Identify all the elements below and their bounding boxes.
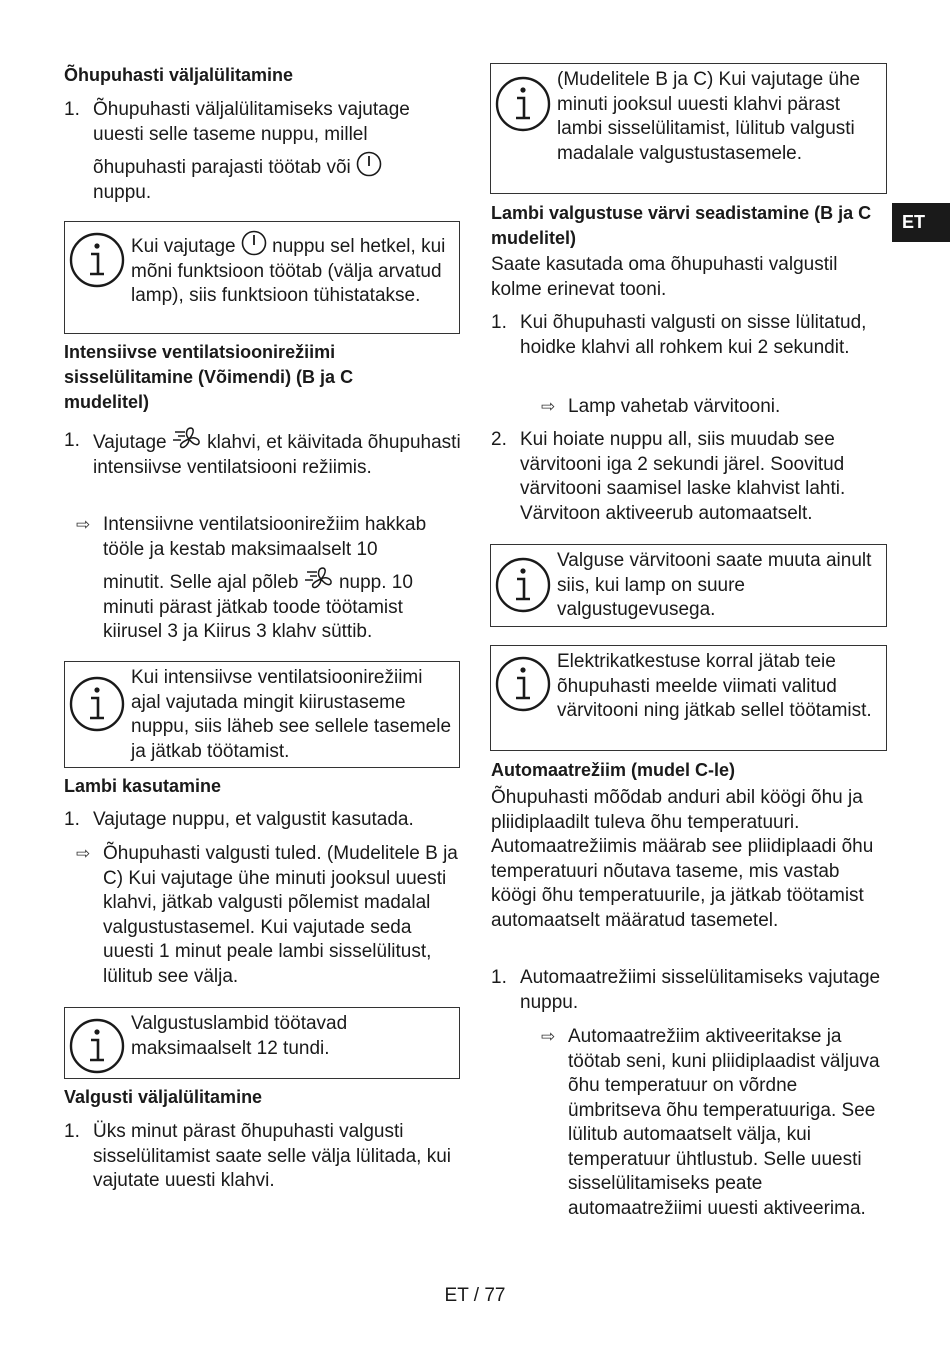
step-text: Vajutage klahvi, et käivitada õhupuhasti intensiivse ventilatsiooni režiimis. bbox=[93, 426, 463, 480]
language-tab: ET bbox=[892, 203, 950, 242]
info-icon bbox=[69, 232, 125, 288]
note-text: Elektrikatkestuse korral jätab teie õhupuhasti meelde viimati valitud värvitooni ning jätkab sellel töötamist. bbox=[557, 651, 872, 721]
info-icon bbox=[69, 676, 125, 732]
section-heading-hood-off: Õhupuhasti väljalülitamine bbox=[64, 65, 294, 85]
result-text: Automaatrežiim aktiveeritakse ja töötab seni, kuni pliidiplaadist väljuva õhu temperatuur on võrdne ümbritseva õhu temperatuuriga. See lülitub automaatselt välja, kui temperatuur ühtlustub. Selle uuesti sisselülitamiseks peate automaatrežiimi uuesti aktiveerima. bbox=[568, 1026, 880, 1219]
boost-fan-icon bbox=[304, 566, 334, 592]
note-text: Kui vajutage nuppu sel hetkel, kui mõni funktsioon töötab (välja arvatud lamp), siis funktsioon tühistatakse. bbox=[131, 230, 453, 309]
paragraph: Saate kasutada oma õhupuhasti valgustil kolme erinevat tooni. bbox=[491, 254, 838, 300]
info-note bbox=[490, 544, 887, 627]
note-text: Valguse värvitooni saate muuta ainult siis, kui lamp on suure valgustugevusega. bbox=[557, 550, 872, 620]
power-icon bbox=[241, 230, 267, 256]
info-icon bbox=[495, 557, 551, 613]
paragraph: Õhupuhasti mõõdab anduri abil köögi õhu ja pliidiplaadilt tuleva õhu temperatuuri. Automaatrežiimis määrab see pliidiplaadi õhu temperatuuri nõutava taseme, mis vastab köögi õhu temperatuurile, ja jätkab töötamist automaatselt määratud tasemetel. bbox=[491, 787, 874, 931]
step-text: Automaatrežiimi sisselülitamiseks vajutage nuppu. bbox=[520, 967, 881, 1013]
section-heading-boost: Intensiivse ventilatsioonirežiimi sisselülitamine (Võimendi) (B ja C mudelitel) bbox=[64, 342, 354, 412]
step-text bbox=[93, 98, 463, 205]
step-number: 1. bbox=[64, 99, 80, 120]
step-text: Kui hoiate nuppu all, siis muudab see värvitooni iga 2 sekundi järel. Soovitud värvitooni saamisel laske klahvist lahti. Värvitoon aktiveerub automaatselt. bbox=[520, 429, 846, 524]
step-line: nuppu. bbox=[93, 181, 152, 203]
step-line: Õhupuhasti väljalülitamiseks vajutage bbox=[93, 99, 410, 120]
section-heading-auto: Automaatrežiim (mudel C-le) bbox=[491, 760, 736, 780]
result-arrow-icon: ⇨ bbox=[76, 515, 91, 534]
power-icon bbox=[356, 151, 382, 177]
note-text: Kui intensiivse ventilatsioonirežiimi ajal vajutada mingit kiirustaseme nuppu, siis läheb see sellele tasemele ja jätkab töötamist. bbox=[131, 667, 452, 762]
result-text: Intensiivne ventilatsioonirežiim hakkab tööle ja kestab maksimaalselt 10 minutit. Selle ajal põleb nupp. 10 minuti pärast jätkab toode töötamist kiirusel 3 ja Kiirus 3 klahv süttib. bbox=[103, 514, 427, 642]
step-line: õhupuhasti parajasti töötab või bbox=[93, 157, 351, 178]
note-text: Valgustuslambid töötavad maksimaalselt 12 tundi. bbox=[131, 1013, 348, 1059]
step-number: 1. bbox=[64, 1121, 80, 1142]
info-note bbox=[64, 221, 460, 334]
info-icon bbox=[495, 656, 551, 712]
result-text: Lamp vahetab värvitooni. bbox=[568, 396, 781, 417]
note-text: (Mudelitele B ja C) Kui vajutage ühe minuti jooksul uuesti klahvi pärast lambi sisselülitamist, lülitub valgusti madalale valgustustasemele. bbox=[557, 69, 861, 164]
info-note bbox=[490, 645, 887, 751]
info-note bbox=[64, 1007, 460, 1079]
step-number: 1. bbox=[64, 430, 80, 451]
info-note bbox=[490, 63, 887, 194]
step-number: 1. bbox=[491, 967, 507, 988]
step-line: uuesti selle taseme nuppu, millel bbox=[93, 123, 368, 145]
result-text: Õhupuhasti valgusti tuled. (Mudelitele B ja C) Kui vajutage ühe minuti jooksul uuesti klahvi, jätkab valgusti põlemist madalal valgustustasemel. Kui vajutade seda uuesti 1 minut peale lambi sisselülitust, lülitub see välja. bbox=[103, 843, 458, 987]
result-arrow-icon: ⇨ bbox=[541, 1027, 556, 1046]
info-note bbox=[64, 661, 460, 768]
step-number: 2. bbox=[491, 429, 507, 450]
info-icon bbox=[495, 76, 551, 132]
boost-fan-icon bbox=[172, 426, 202, 452]
result-arrow-icon: ⇨ bbox=[76, 844, 91, 863]
step-text: Üks minut pärast õhupuhasti valgusti sisselülitamist saate selle välja lülitada, kui vajutate uuesti klahvi. bbox=[93, 1121, 451, 1191]
step-number: 1. bbox=[64, 809, 80, 830]
step-text: Vajutage nuppu, et valgustit kasutada. bbox=[93, 809, 414, 830]
page-number: ET / 77 bbox=[444, 1285, 506, 1306]
section-heading-lamp: Lambi kasutamine bbox=[64, 776, 222, 796]
section-heading-light-off: Valgusti väljalülitamine bbox=[64, 1087, 263, 1107]
info-icon bbox=[69, 1018, 125, 1074]
section-heading-color: Lambi valgustuse värvi seadistamine (B ja C mudelitel) bbox=[491, 203, 872, 248]
result-arrow-icon: ⇨ bbox=[541, 397, 556, 416]
step-text: Kui õhupuhasti valgusti on sisse lülitatud, hoidke klahvi all rohkem kui 2 sekundit. bbox=[520, 312, 867, 358]
step-number: 1. bbox=[491, 312, 507, 333]
